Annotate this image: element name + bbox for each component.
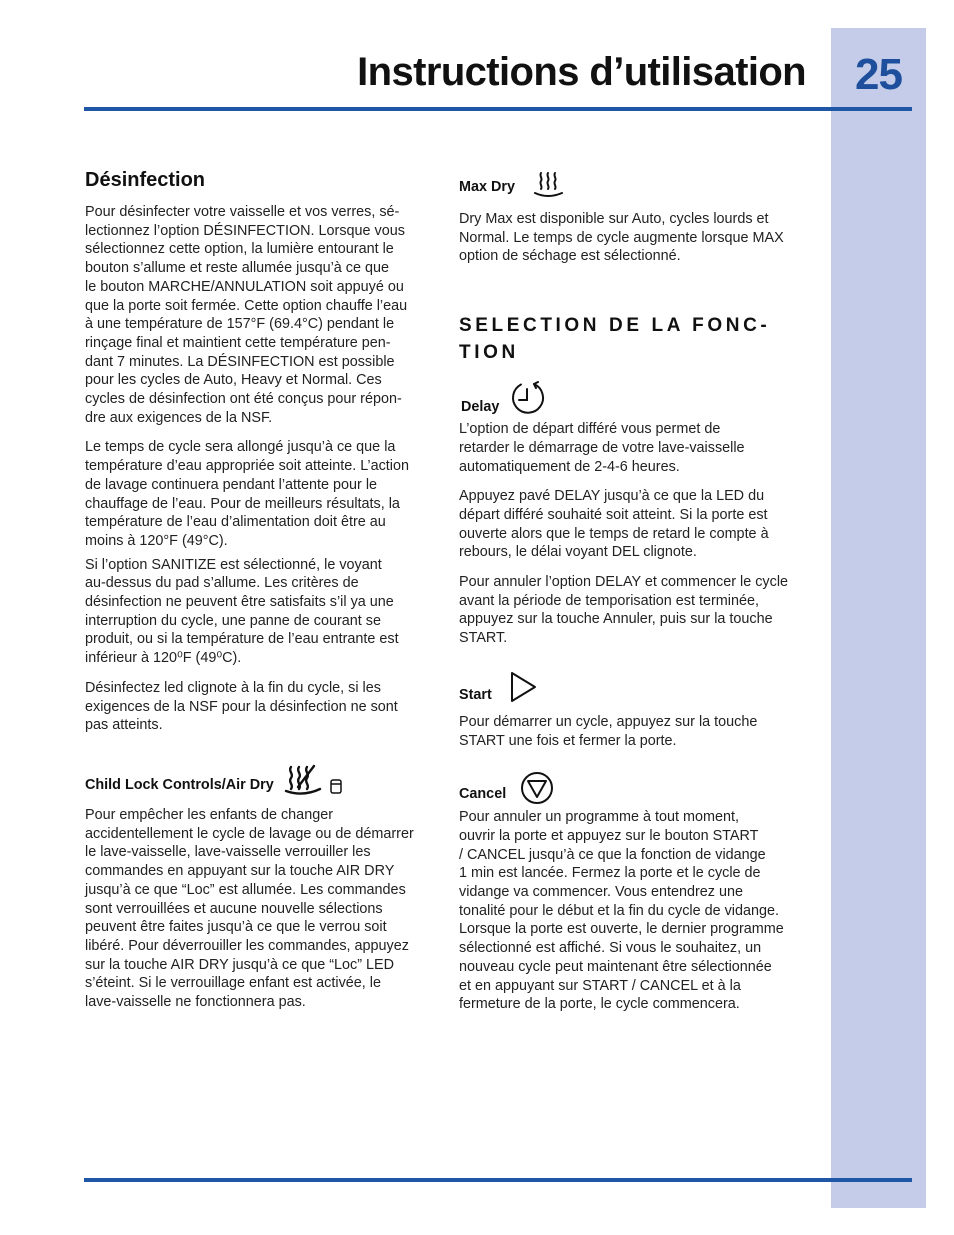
child-lock-air-dry-icon xyxy=(282,763,346,806)
max-dry-paragraph: Dry Max est disponible sur Auto, cycles lourds et Normal. Le temps de cycle augmente lorsque MAX option de séchage est sélectionné. xyxy=(459,211,784,265)
play-icon xyxy=(508,670,538,709)
delay-paragraph-2: Appuyez pavé DELAY jusqu’à ce que la LED du départ différé souhaité soit atteint. Si la porte est ouverte alors que le temps de retard le compte à rebours, le délai voyant DEL clignote. xyxy=(459,488,769,561)
delay-heading-row xyxy=(459,380,821,420)
child-lock-paragraph: Pour empêcher les enfants de changer accidentellement le cycle de lavage ou de démarrer le lave-vaisselle, lave-vaisselle verrouiller les commandes en appuyant sur la touche AIR DRY jusqu’à ce que “Loc” est allumée. Les commandes sont verrouillées et aucune nouvelle sélections peuvent être faites jusqu’à ce que le verrou soit libéré. Pour déverrouiller les commandes, appuyez sur la touche AIR DRY jusqu’à ce que “Loc” LED s’éteint. Si le verrouillage enfant est activée, le lave-vaisselle ne fonctionnera pas. xyxy=(85,806,414,1011)
max-dry-heading-row xyxy=(459,170,821,204)
page-title: Instructions d’utilisation xyxy=(357,50,806,94)
page-number: 25 xyxy=(855,50,902,99)
child-lock-heading-row xyxy=(85,765,443,805)
desinfection-paragraph-1: Pour désinfecter votre vaisselle et vos verres, sé- lectionnez l’option DÉSINFECTION. Lorsque vous sélectionnez cette option, la lumière entourant le bouton s’allume et reste allumée jusqu’à ce que le bouton MARCHE/ANNULATION soit appuyé ou que la porte soit fermée. Cette option chauffe l’eau à une température de 157°F (69.4°C) pendant le rinçage final et maintient cette température pen- dant 7 minutes. La DÉSINFECTION est possible pour les cycles de Auto, Heavy et Normal. Ces cycles de désinfection ont été conçus pour répon- dre aux exigences de la NSF. xyxy=(85,204,408,426)
footer-rule xyxy=(84,1178,912,1182)
heat-waves-icon xyxy=(533,171,565,204)
desinfection-paragraph-3: Si l’option SANITIZE est sélectionné, le voyant au-dessus du pad s’allume. Les critères de désinfection ne peuvent être satisfaits s’il ya une interruption du cycle, une panne de courant se produit, ou si la température de l’eau entrante est inférieur à 120⁰F (49⁰C). xyxy=(85,556,399,667)
clock-icon xyxy=(510,380,546,421)
start-heading: Start xyxy=(459,686,492,703)
desinfection-heading: Désinfection xyxy=(85,169,206,191)
delay-heading: Delay xyxy=(461,399,500,416)
delay-paragraph-1: L’option de départ différé vous permet de retarder le démarrage de votre lave-vaisselle automatiquement de 2-4-6 heures. xyxy=(459,421,745,475)
right-column xyxy=(459,170,821,1014)
header-rule xyxy=(84,107,912,111)
start-paragraph: Pour démarrer un cycle, appuyez sur la touche START une fois et fermer la porte. xyxy=(459,713,758,749)
max-dry-heading: Max Dry xyxy=(459,179,515,195)
child-lock-heading: Child Lock Controls/Air Dry xyxy=(85,776,274,793)
desinfection-paragraph-2: Le temps de cycle sera allongé jusqu’à ce que la température d’eau appropriée soit atteinte. L’action de lavage continuera pendant l’attente pour le chauffage de l’eau. Pour de meilleurs résultats, la température de l’eau d’alimentation doit être au moins à 120°F (49°C). xyxy=(85,439,409,549)
start-heading-row xyxy=(459,672,821,708)
left-column xyxy=(85,168,443,1012)
selection-heading: SELECTION DE LA FONC- TION xyxy=(459,315,771,364)
delay-paragraph-3: Pour annuler l’option DELAY et commencer le cycle avant la période de temporisation est terminée, appuyez sur la touche Annuler, puis sur la touche START. xyxy=(459,574,789,647)
cancel-heading: Cancel xyxy=(459,786,507,803)
side-band xyxy=(831,28,926,1208)
cancel-heading-row xyxy=(459,772,821,808)
cancel-paragraph: Pour annuler un programme à tout moment, ouvrir la porte et appuyez sur le bouton START / CANCEL jusqu’à ce que la fonction de vidange 1 min est lancée. Fermez la porte et le cycle de vidange va commencer. Vous entendrez une tonalité pour le début et la fin du cycle de vidange. Lorsque la porte est ouverte, le dernier programme sélectionné est affiché. Si vous le souhaitez, un nouveau cycle peut maintenant être sélectionnée et en appuyant sur START / CANCEL et à la fermeture de la porte, le cycle commencera. xyxy=(459,809,784,1013)
stop-triangle-icon xyxy=(520,771,554,810)
desinfection-paragraph-4: Désinfectez led clignote à la fin du cycle, si les exigences de la NSF pour la désinfection ne sont pas atteints. xyxy=(85,679,398,734)
